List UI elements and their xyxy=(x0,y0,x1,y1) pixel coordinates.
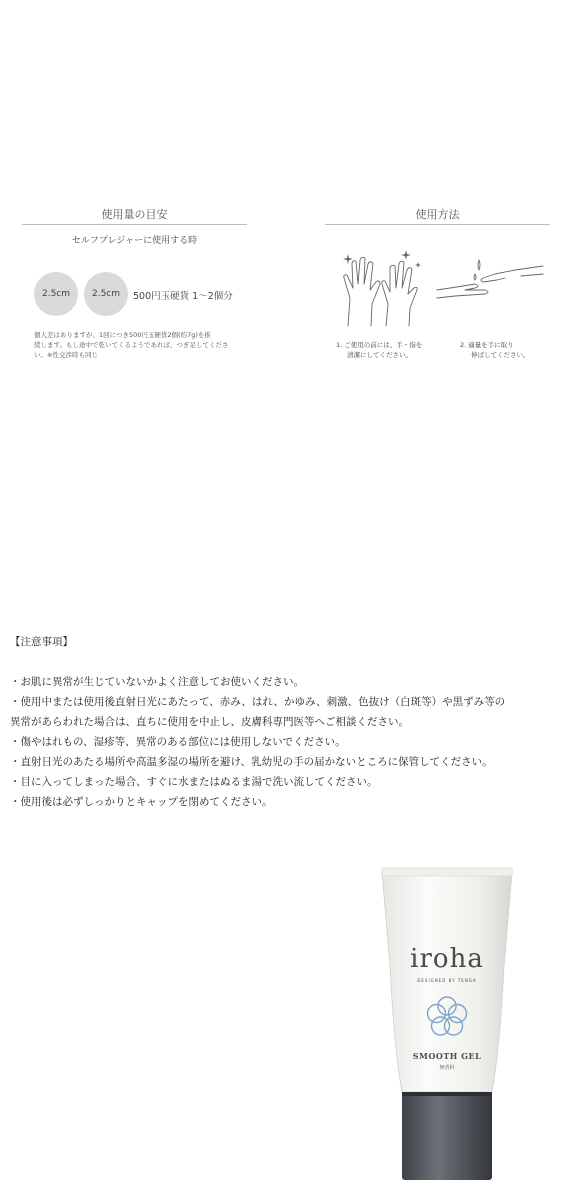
step-1-caption xyxy=(336,340,446,360)
caution-item: ・目に入ってしまった場合、すぐに水またはぬるま湯で洗い流してください。 xyxy=(10,776,378,788)
coin-amount-label: 500円玉硬貨 1〜2個分 xyxy=(133,291,233,302)
usage-amount-note xyxy=(34,330,244,360)
usage-amount-subtitle: セルフプレジャーに使用する時 xyxy=(71,236,198,246)
cautions-list xyxy=(10,672,505,812)
caution-item: ・直射日光のあたる場所や高温多湿の場所を避け、乳幼児の手の届かないところに保管してください。 xyxy=(10,756,493,768)
product-name: SMOOTH GEL xyxy=(412,1051,482,1061)
step-2-line: 2. 適量を手に取り xyxy=(460,341,514,349)
usage-method-divider xyxy=(325,224,550,225)
product-subtitle: 無香料 xyxy=(439,1065,455,1071)
flower-logo-icon xyxy=(424,994,470,1040)
circle-size-indicator xyxy=(84,272,128,316)
note-line: 奨します。もし途中で乾いてくるようであれば、つぎ足してくださ xyxy=(34,341,229,350)
step-2-line: 伸ばしてください。 xyxy=(471,351,530,360)
circle-size-indicator xyxy=(34,272,78,316)
usage-amount-divider xyxy=(22,224,247,225)
cautions-heading: 【注意事項】 xyxy=(10,636,73,648)
brand-logo: iroha xyxy=(410,944,484,974)
circle-size-label: 2.5cm xyxy=(41,289,71,299)
usage-amount-title: 使用量の目安 xyxy=(101,208,168,221)
product-tube-image xyxy=(380,866,514,1182)
clean-hands-illustration xyxy=(338,248,428,328)
brand-tagline: DESIGNED BY TENGA xyxy=(417,978,477,983)
caution-item: ・お肌に異常が生じていないかよく注意してお使いください。 xyxy=(10,676,304,688)
step-2-caption xyxy=(460,340,560,360)
step-1-line: 清潔にしてください。 xyxy=(347,351,412,360)
caution-item: ・傷やはれもの、湿疹等、異常のある部位には使用しないでください。 xyxy=(10,736,346,748)
note-line: 個人差はありますが、1回につき500円玉硬貨2個(約7g)を推 xyxy=(34,331,211,339)
caution-item: ・使用後は必ずしっかりとキャップを閉めてください。 xyxy=(10,796,273,808)
step-1-line: 1. ご使用の前には、手・指を xyxy=(336,341,423,349)
apply-gel-illustration xyxy=(435,256,545,304)
usage-method-title: 使用方法 xyxy=(415,208,460,221)
note-line: い。※性交渉時も同じ xyxy=(34,351,98,360)
caution-item: 異常があらわれた場合は、直ちに使用を中止し、皮膚科専門医等へご相談ください。 xyxy=(10,716,409,728)
circle-size-label: 2.5cm xyxy=(91,289,121,299)
caution-item: ・使用中または使用後直射日光にあたって、赤み、はれ、かゆみ、刺激、色抜け（白斑等）や黒ずみ等の xyxy=(10,696,506,708)
